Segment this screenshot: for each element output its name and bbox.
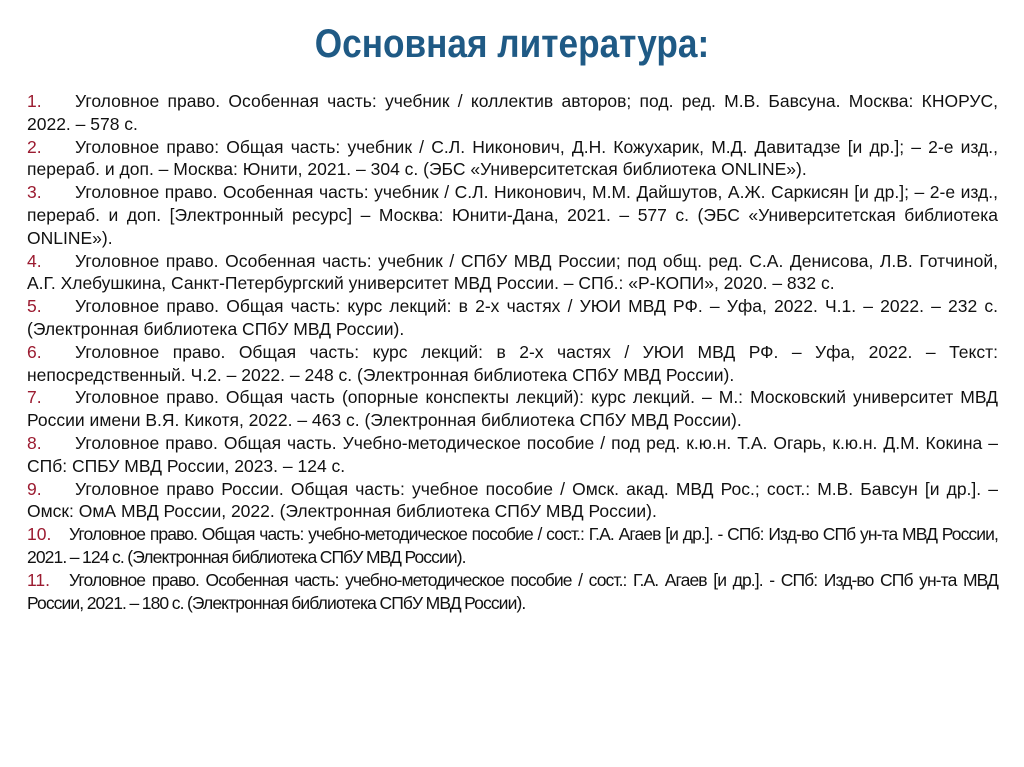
item-number: 9. bbox=[27, 478, 42, 499]
list-item bbox=[27, 295, 998, 341]
item-text: Уголовное право. Общая часть. Учебно-методическое пособие / под ред. к.ю.н. Т.А. Огарь, к.ю.н. Д.М. Кокина – СПб: СПБУ МВД России, 2023. – 124 с. bbox=[27, 432, 998, 476]
literature-list bbox=[27, 90, 998, 614]
list-item bbox=[27, 181, 998, 249]
item-text: Уголовное право. Особенная часть: учебник / С.Л. Никонович, М.М. Дайшутов, А.Ж. Саркисян [и др.]; – 2-е изд., перераб. и доп. [Электронный ресурс] – Москва: Юнити-Дана, 2021. – 577 с. (ЭБС «Университетская библиотека ONLINE»). bbox=[27, 182, 998, 248]
item-number: 7. bbox=[27, 387, 42, 408]
item-text: Уголовное право России. Общая часть: учебное пособие / Омск. акад. МВД Рос.; сост.: М.В. Бавсун [и др.]. – Омск: ОмА МВД России, 2022. (Электронная библиотека СПбУ МВД России). bbox=[27, 478, 998, 522]
item-number: 6. bbox=[27, 341, 42, 362]
item-text: Уголовное право. Общая часть (опорные конспекты лекций): курс лекций. – М.: Московский университет МВД России имени В.Я. Кикотя, 2022. – 463 с. (Электронная библиотека СПбУ МВД России). bbox=[27, 387, 998, 431]
item-text: Уголовное право: Общая часть: учебник / С.Л. Никонович, Д.Н. Кожухарик, М.Д. Давитадзе [и др.]; – 2-е изд., перераб. и доп. – Москва: Юнити, 2021. – 304 с. (ЭБС «Университетская библиотека ONLINE»). bbox=[27, 136, 998, 180]
item-number: 1. bbox=[27, 91, 42, 111]
item-text: Уголовное право. Особенная часть: учебник / коллектив авторов; под. ред. М.В. Бавсуна. Москва: КНОРУС, 2022. – 578 с. bbox=[27, 91, 998, 134]
item-text: Уголовное право. Общая часть: курс лекций: в 2-х частях / УЮИ МВД РФ. – Уфа, 2022. Ч.1. – 2022. – 232 с. (Электронная библиотека СПбУ МВД России). bbox=[27, 296, 998, 339]
list-item bbox=[27, 90, 998, 136]
list-item bbox=[27, 341, 998, 387]
item-text: Уголовное право. Особенная часть: учебно-методическое пособие / сост.: Г.А. Агаев [и др.]. - СПб: Изд-во СПб ун-та МВД России, 2021. – 180 с. (Электронная библиотека СПбУ МВД России). bbox=[27, 569, 998, 613]
item-number: 2. bbox=[27, 136, 42, 157]
item-number: 10. bbox=[27, 524, 52, 545]
list-item bbox=[27, 386, 998, 432]
list-item bbox=[27, 478, 998, 524]
item-number: 5. bbox=[27, 296, 42, 317]
list-item bbox=[27, 432, 998, 478]
item-text: Уголовное право. Общая часть: учебно-методическое пособие / сост.: Г.А. Агаев [и др.]. - СПб: Изд-во СПб ун-та МВД России, 2021. – 124 с. (Электронная библиотека СПбУ МВД России). bbox=[27, 524, 998, 567]
item-number: 3. bbox=[27, 182, 42, 203]
list-item bbox=[27, 569, 998, 615]
item-text: Уголовное право. Особенная часть: учебник / СПбУ МВД России; под общ. ред. С.А. Денисова, Л.В. Готчиной, А.Г. Хлебушкина, Санкт-Петербургский университет МВД России. – СПб.: «Р-КОПИ», 2020. – 832 с. bbox=[27, 250, 998, 294]
item-number: 4. bbox=[27, 250, 42, 271]
list-item bbox=[27, 523, 998, 569]
item-number: 8. bbox=[27, 432, 42, 453]
item-number: 11. bbox=[27, 569, 51, 590]
item-text: Уголовное право. Общая часть: курс лекций: в 2-х частях / УЮИ МВД РФ. – Уфа, 2022. – Текст: непосредственный. Ч.2. – 2022. – 248 с. (Электронная библиотека СПбУ МВД России). bbox=[27, 341, 998, 385]
list-item bbox=[27, 250, 998, 296]
list-item bbox=[27, 136, 998, 182]
page-title: Основная литература: bbox=[314, 22, 710, 66]
